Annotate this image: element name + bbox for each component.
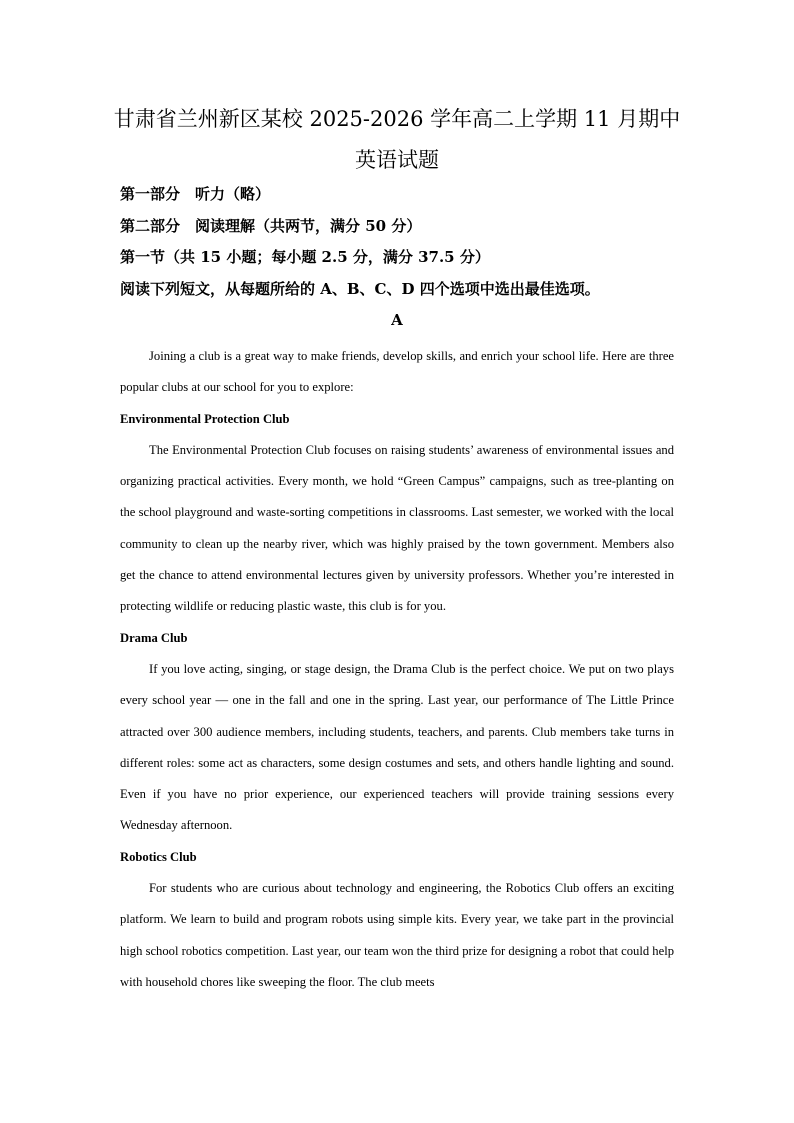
club-heading-environmental: Environmental Protection Club (120, 411, 290, 426)
club-text-environmental: The Environmental Protection Club focuses on raising students’ awareness of environmental issues and organizing practical activities. Every month, we hold “Green Campus” campaigns, such as tree-planting on the school playground and waste-sorting competitions in classrooms. Last semester, we worked with the local community to clean up the nearby river, which was highly praised by the town government. Members also get the chance to attend environmental lectures given by university professors. Whether you’re interested in protecting wildlife or reducing plastic waste, this club is for you. (120, 442, 674, 614)
club-text-robotics: For students who are curious about technology and engineering, the Robotics Club offers an exciting platform. We learn to build and program robots using simple kits. Every year, we take part in the provincial high school robotics competition. Last year, our team won the third prize for designing a robot that could help with household chores like sweeping the floor. The club meets (120, 881, 674, 989)
exam-subtitle: 英语试题 (355, 148, 439, 172)
passage-label: A (391, 311, 403, 329)
part2-heading: 第二部分 阅读理解（共两节，满分 50 分） (120, 217, 422, 235)
section1-heading: 第一节（共 15 小题；每小题 2.5 分，满分 37.5 分） (120, 248, 490, 266)
club-heading-drama: Drama Club (120, 630, 188, 645)
exam-title: 甘肃省兰州新区某校 2025-2026 学年高二上学期 11 月期中 (113, 107, 681, 131)
club-text-drama: If you love acting, singing, or stage design, the Drama Club is the perfect choice. We put on two plays every school year — one in the fall and one in the spring. Last year, our performance of The Little Prince attracted over 300 audience members, including students, teachers, and parents. Club members take turns in different roles: some act as characters, some design costumes and sets, and others handle lighting and sound. Even if you have no prior experience, our experienced teachers will provide training sessions every Wednesday afternoon. (120, 661, 674, 833)
part1-heading: 第一部分 听力（略） (120, 185, 271, 203)
passage-body (120, 341, 674, 998)
instruction-text: 阅读下列短文，从每题所给的 A、B、C、D 四个选项中选出最佳选项。 (120, 280, 600, 298)
club-heading-robotics: Robotics Club (120, 849, 197, 864)
passage-intro: Joining a club is a great way to make friends, develop skills, and enrich your school life. Here are three popular clubs at our school for you to explore: (120, 349, 674, 395)
